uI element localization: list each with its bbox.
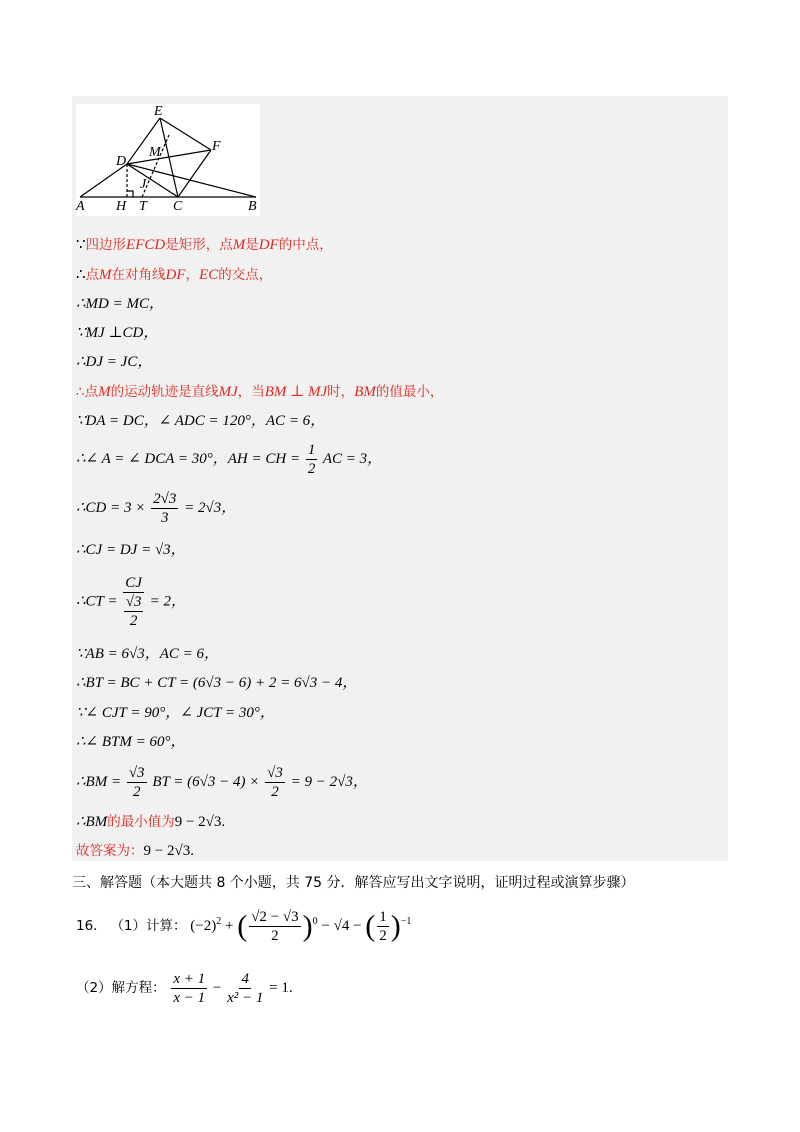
compound-fraction [123, 574, 144, 630]
step-11 [76, 574, 186, 630]
numerator: 1 [379, 909, 387, 925]
numerator: CJ [125, 575, 142, 591]
math: + [224, 917, 234, 934]
numerator: √3 [128, 765, 145, 781]
denominator: 3 [160, 510, 169, 526]
step-3: ∴MD = MC， [76, 296, 164, 312]
triangle-rectangle-diagram [76, 104, 260, 216]
question-16-part-2 [76, 970, 293, 1007]
left-paren: ( [237, 909, 248, 943]
label-A: A [76, 199, 85, 214]
label-T: T [139, 199, 147, 214]
numerator: 4 [241, 971, 249, 987]
math: = 1. [269, 979, 293, 996]
text: 点 [85, 267, 100, 283]
denominator: 2 [271, 784, 279, 800]
denominator: x − 1 [173, 990, 206, 1006]
math: = 2√3， [184, 499, 237, 516]
math: EC [199, 267, 219, 283]
step-13: ∴BT = BC + CT = (6√3 − 6) + 2 = 6√3 − 4， [76, 675, 358, 691]
section-heading: 三、解答题（本大题共 8 个小题，共 75 分．解答应写出文字说明，证明过程或演算步骤） [72, 875, 635, 891]
label-F: F [212, 139, 221, 154]
geometry-figure [76, 104, 260, 216]
math: DF [165, 267, 186, 283]
denominator: 2 [129, 613, 138, 629]
math: ∴∠ A = ∠ DCA = 30°，AH = CH = [76, 450, 301, 467]
step-4: ∵MJ ⊥CD， [76, 325, 159, 341]
step-12: ∵AB = 6√3，AC = 6， [76, 646, 220, 662]
text: 的交点， [218, 267, 273, 283]
right-paren: ) [302, 909, 313, 943]
math: DF [258, 237, 279, 253]
numerator: √3 [125, 594, 142, 610]
math: BM [354, 384, 376, 400]
left-paren: ( [365, 909, 376, 943]
step-18 [76, 841, 194, 861]
denominator: x² − 1 [227, 990, 264, 1006]
denominator-fraction [124, 593, 144, 630]
label-D: D [116, 154, 127, 169]
numerator: x + 1 [173, 971, 206, 987]
math: ∴CT = [76, 593, 118, 610]
math: M [232, 237, 246, 253]
text: 四边形 [85, 237, 127, 253]
fraction [306, 441, 318, 478]
exponent: 2 [216, 915, 222, 927]
step-2 [76, 265, 272, 285]
fraction [265, 764, 285, 801]
denominator: 2 [132, 784, 141, 800]
text: 时， [327, 384, 355, 400]
text: 在对角线 [111, 267, 166, 283]
step-16 [76, 764, 368, 801]
math: M [98, 384, 111, 400]
right-paren: ) [390, 909, 401, 943]
denominator: 2 [307, 461, 316, 477]
text: 的值最小， [375, 384, 444, 400]
math: 9 − 2√3. [174, 814, 226, 830]
text: ，当 [237, 384, 265, 400]
numerator: √3 [267, 765, 283, 781]
math: EFCD [126, 237, 166, 253]
part-label: （2）解方程： [76, 979, 166, 996]
text: ， [185, 267, 200, 283]
math: ∴CD = 3 × [76, 499, 146, 516]
step-17 [76, 812, 225, 832]
denominator: 2 [379, 928, 387, 944]
math: BM ⊥ MJ [264, 384, 328, 400]
numerator: √2 − √3 [251, 909, 299, 925]
math: − [212, 979, 222, 996]
math: (−2) [190, 917, 217, 934]
math: BT = (6√3 − 4) × [152, 773, 260, 790]
math: M [99, 267, 112, 283]
text: 的最小值为 [107, 814, 175, 830]
fraction [227, 970, 263, 1007]
fraction [171, 970, 207, 1007]
numerator: 2√3 [153, 491, 177, 507]
math: ∴BM = [76, 773, 122, 790]
label-M: M [149, 145, 161, 160]
step-10: ∴CJ = DJ = √3， [76, 542, 186, 558]
question-number: 16． [76, 917, 107, 934]
part-label: （1）计算： [110, 917, 187, 934]
fraction [151, 490, 178, 527]
fraction [377, 908, 389, 945]
math: = 9 − 2√3， [290, 773, 368, 790]
exponent: 0 [312, 915, 318, 927]
step-9 [76, 490, 236, 527]
because-symbol: ∵ [76, 237, 86, 253]
question-16-part-1 [76, 908, 411, 945]
denominator: 2 [271, 928, 279, 944]
therefore-symbol: ∴ [76, 267, 86, 283]
step-14: ∵∠ CJT = 90°，∠ JCT = 30°， [76, 705, 275, 721]
step-5: ∴DJ = JC， [76, 354, 153, 370]
fraction [249, 908, 300, 945]
math: MJ [218, 384, 238, 400]
label-J: J [140, 177, 147, 192]
text: 的运动轨迹是直线 [110, 384, 219, 400]
text: 的中点， [278, 237, 333, 253]
step-15: ∴∠ BTM = 60°， [76, 734, 186, 750]
step-8 [76, 441, 382, 478]
label-H: H [116, 199, 127, 214]
exponent: −1 [400, 915, 412, 927]
math: ∴BM [76, 814, 108, 830]
fraction [127, 764, 147, 801]
step-7: ∵DA = DC，∠ ADC = 120°，AC = 6， [76, 413, 326, 429]
answer-value: 9 − 2√3. [143, 843, 194, 859]
numerator: 1 [307, 442, 316, 458]
label-E: E [154, 104, 163, 119]
text: 是 [245, 237, 259, 253]
label-B: B [248, 199, 257, 214]
answer-label: 故答案为： [76, 843, 144, 859]
text: ∴点 [76, 384, 99, 400]
math: − √4 − [321, 917, 362, 934]
text: 是矩形，点 [165, 237, 233, 253]
math: AC = 3， [322, 450, 383, 467]
step-6 [76, 382, 443, 402]
math: = 2， [149, 593, 187, 610]
label-C: C [173, 199, 183, 214]
step-1 [76, 235, 333, 255]
